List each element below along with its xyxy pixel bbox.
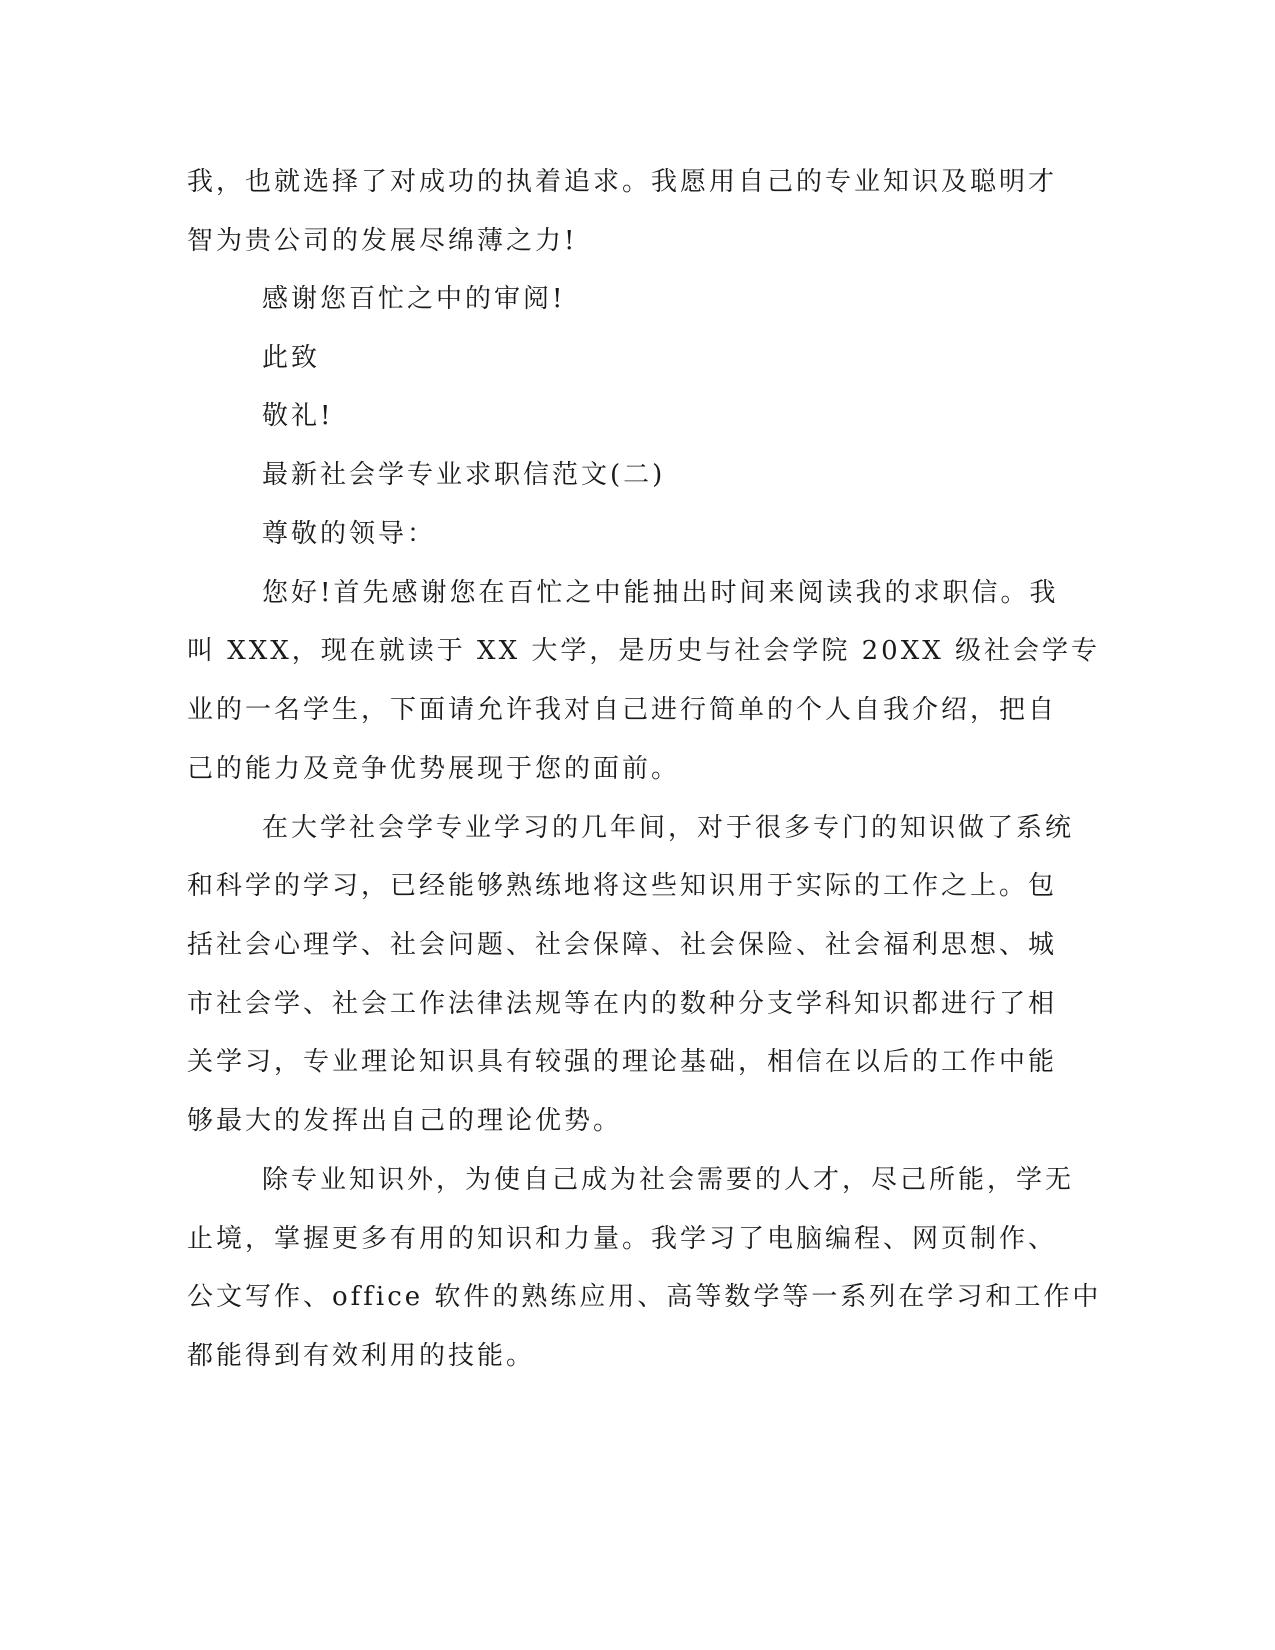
text-line: 都能得到有效利用的技能。 xyxy=(187,1341,536,1371)
text-line: 公文写作、office 软件的熟练应用、高等数学等一系列在学习和工作中 xyxy=(187,1282,1102,1312)
text-line: 我，也就选择了对成功的执着追求。我愿用自己的专业知识及聪明才 xyxy=(187,167,1058,197)
text-line: 括社会心理学、社会问题、社会保障、社会保险、社会福利思想、城 xyxy=(187,930,1058,960)
text-line: 市社会学、社会工作法律法规等在内的数种分支学科知识都进行了相 xyxy=(187,989,1058,1019)
closing-regards: 敬礼! xyxy=(262,401,334,431)
greeting: 尊敬的领导： xyxy=(262,519,437,549)
text-line: 智为贵公司的发展尽绵薄之力! xyxy=(187,226,578,256)
text-line: 己的能力及竞争优势展现于您的面前。 xyxy=(187,754,681,784)
text-line: 关学习，专业理论知识具有较强的理论基础，相信在以后的工作中能 xyxy=(187,1047,1058,1077)
section-title: 最新社会学专业求职信范文(二) xyxy=(262,460,666,490)
text-line: 叫 XXX，现在就读于 XX 大学，是历史与社会学院 20XX 级社会学专 xyxy=(187,636,1100,666)
text-line: 止境，掌握更多有用的知识和力量。我学习了电脑编程、网页制作、 xyxy=(187,1224,1058,1254)
text-line: 您好!首先感谢您在百忙之中能抽出时间来阅读我的求职信。我 xyxy=(262,578,1059,608)
text-line: 除专业知识外，为使自己成为社会需要的人才，尽己所能，学无 xyxy=(262,1165,1075,1195)
text-line: 和科学的学习，已经能够熟练地将这些知识用于实际的工作之上。包 xyxy=(187,871,1058,901)
closing-thanks: 感谢您百忙之中的审阅! xyxy=(262,284,566,314)
text-line: 够最大的发挥出自己的理论优势。 xyxy=(187,1106,623,1136)
closing-salutation: 此致 xyxy=(262,343,321,373)
text-line: 在大学社会学专业学习的几年间，对于很多专门的知识做了系统 xyxy=(262,813,1075,843)
text-line: 业的一名学生，下面请允许我对自己进行简单的个人自我介绍，把自 xyxy=(187,695,1058,725)
